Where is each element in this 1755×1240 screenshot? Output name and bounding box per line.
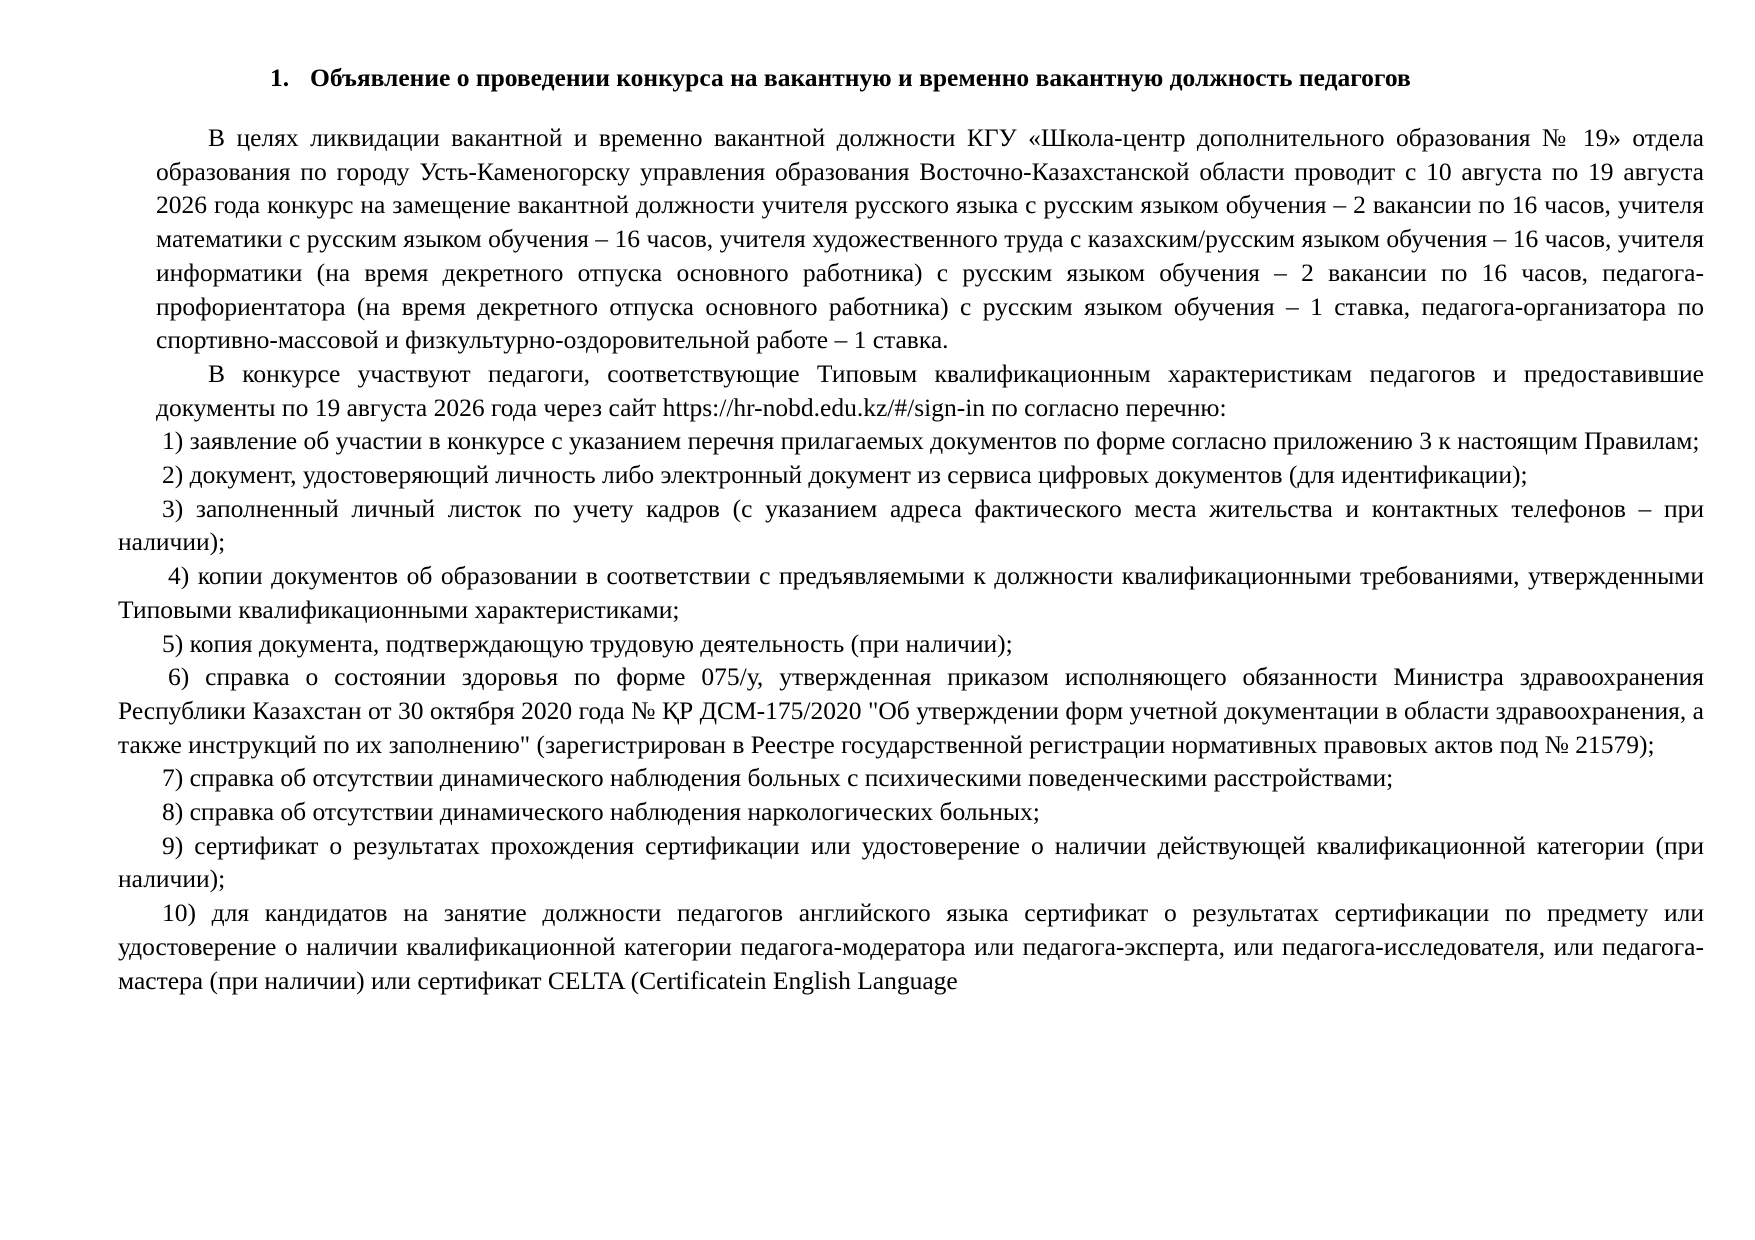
list-item-3: 3) заполненный личный листок по учету кадров (с указанием адреса фактического места жительства и контактных телефонов – при наличии); <box>118 493 1704 557</box>
list-item-7: 7) справка об отсутствии динамического наблюдения больных с психическими поведенческими расстройствами; <box>162 763 1394 793</box>
list-item-6: 6) справка о состоянии здоровья по форме 075/у, утвержденная приказом исполняющего обязанности Министра здравоохранения Республики Казахстан от 30 октября 2020 года № ҚР ДСМ-175/2020 "Об утверждении форм учетной документации в области здравоохранения, а также инструкций по их заполнению" (зарегистрирован в Реестре государственной регистрации нормативных правовых актов под № 21579); <box>118 662 1704 759</box>
list-item-8: 8) справка об отсутствии динамического наблюдения наркологических больных; <box>162 797 1040 827</box>
list-item-9: 9) сертификат о результатах прохождения сертификации или удостоверение о наличии действующей квалификационной категории (при наличии); <box>118 830 1704 894</box>
intro-paragraph-participants: В конкурсе участвуют педагоги, соответствующие Типовым квалификационным характеристикам педагогов и предоставившие документы по 19 августа 2026 года через сайт https://hr-nobd.edu.kz/#/sign-in по согласно перечню: <box>156 358 1704 422</box>
list-item-2: 2) документ, удостоверяющий личность либо электронный документ из сервиса цифровых документов (для идентификации); <box>162 460 1528 490</box>
heading-number: 1. <box>270 63 290 92</box>
list-item-10: 10) для кандидатов на занятие должности педагогов английского языка сертификат о результатах сертификации по предмету или удостоверение о наличии квалификационной категории педагога-модератора или педагога-эксперта, или педагога-исследователя, или педагога-мастера (при наличии) или сертификат CELTA (Certificatein English Language <box>118 898 1704 995</box>
intro-paragraph-vacancies: В целях ликвидации вакантной и временно вакантной должности КГУ «Школа-центр дополнительного образования № 19» отдела образования по городу Усть-Каменогорску управления образования Восточно-Казахстанской области проводит с 10 августа по 19 августа 2026 года конкурс на замещение вакантной должности учителя русского языка с русским языком обучения – 2 вакансии по 16 часов, учителя математики с русским языком обучения – 16 часов, учителя художественного труда с казахским/русским языком обучения – 16 часов, учителя информатики (на время декретного отпуска основного работника) с русским языком обучения – 2 вакансии по 16 часов, педагога-профориентатора (на время декретного отпуска основного работника) с русским языком обучения – 1 ставка, педагога-организатора по спортивно-массовой и физкультурно-оздоровительной работе – 1 ставка. <box>156 123 1704 355</box>
announcement-heading <box>270 63 1710 93</box>
list-item-1: 1) заявление об участии в конкурсе с указанием перечня прилагаемых документов по форме согласно приложению 3 к настоящим Правилам; <box>162 426 1700 456</box>
heading-text: Объявление о проведении конкурса на вакантную и временно вакантную должность педагогов <box>310 63 1411 92</box>
list-item-5: 5) копия документа, подтверждающую трудовую деятельность (при наличии); <box>162 628 1013 658</box>
document-body <box>118 121 1704 997</box>
list-item-4: 4) копии документов об образовании в соответствии с предъявляемыми к должности квалификационными требованиями, утвержденными Типовыми квалификационными характеристиками; <box>118 561 1704 624</box>
